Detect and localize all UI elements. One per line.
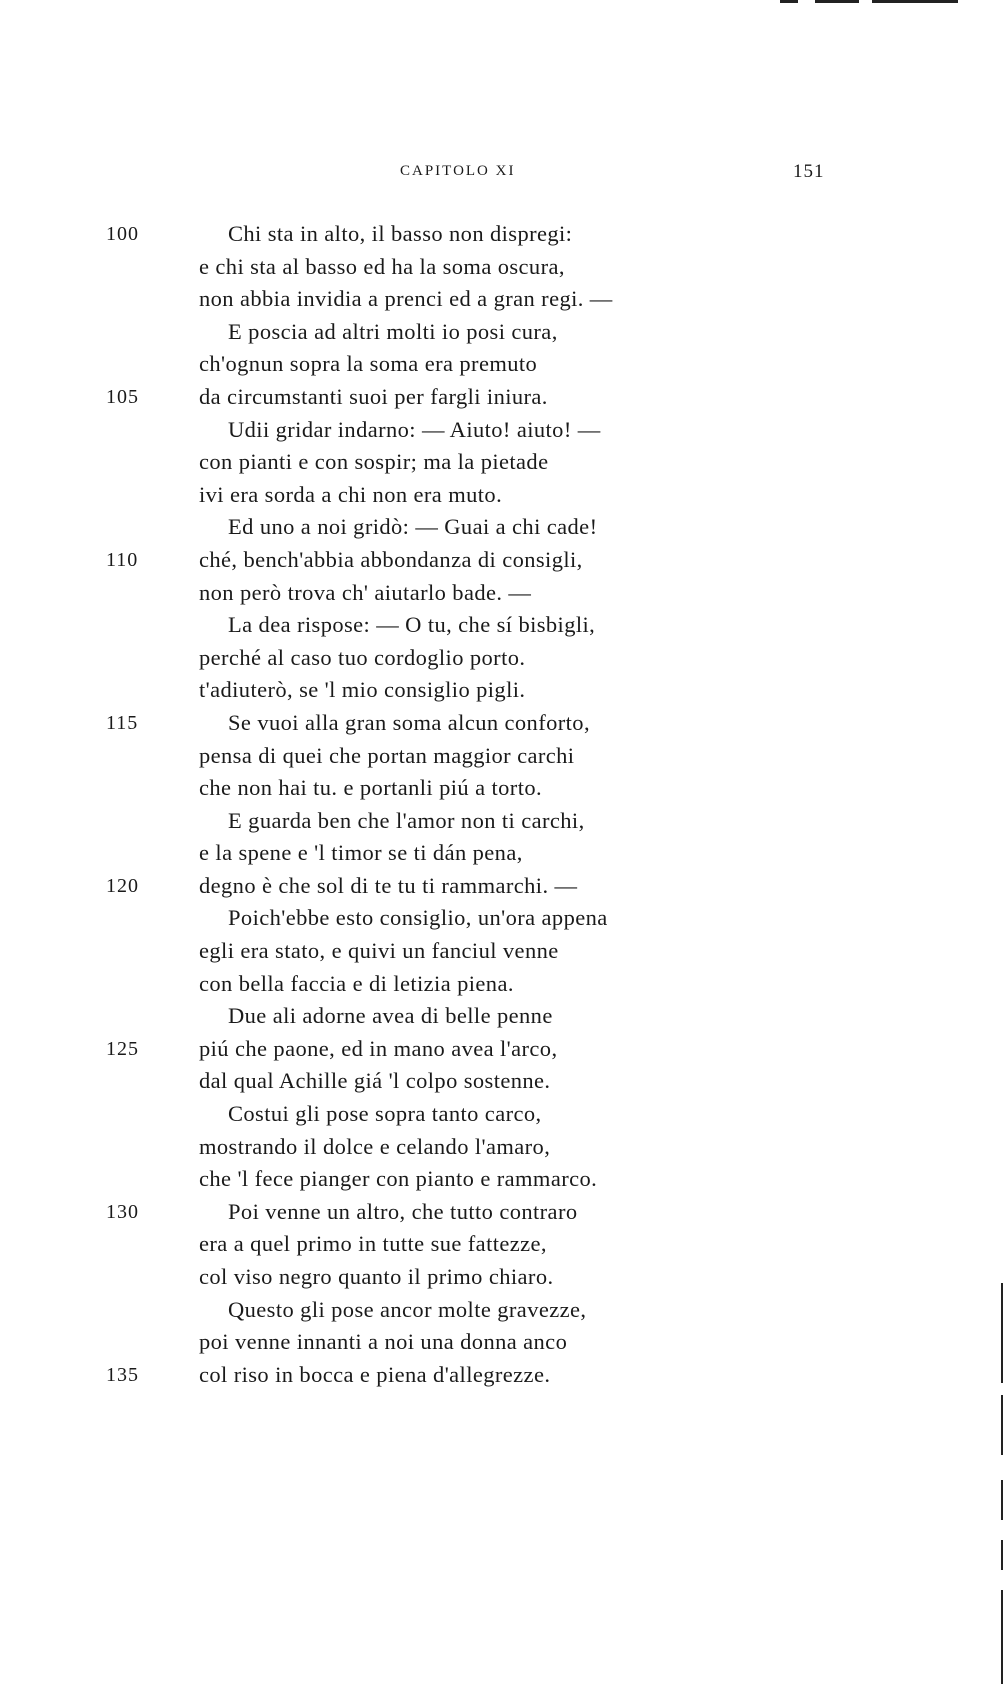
scan-edge-line — [1001, 1283, 1003, 1383]
scan-edge-mark — [872, 0, 958, 3]
verse-line — [0, 577, 1006, 610]
verse-text: non abbia invidia a prenci ed a gran regi. — — [199, 286, 613, 312]
verse-line — [0, 1326, 1006, 1359]
verse-line — [0, 1033, 1006, 1066]
verse-line — [0, 740, 1006, 773]
verse-text: degno è che sol di te tu ti rammarchi. — — [199, 872, 578, 898]
verse-text: piú che paone, ed in mano avea l'arco, — [199, 1035, 558, 1061]
verse-text: che 'l fece pianger con pianto e rammarco. — [199, 1166, 598, 1192]
verse-text: ivi era sorda a chi non era muto. — [199, 481, 503, 507]
verse-text: Costui gli pose sopra tanto carco, — [228, 1101, 542, 1127]
verse-text: E guarda ben che l'amor non ti carchi, — [228, 807, 585, 833]
scan-edge-line — [1001, 1480, 1003, 1520]
poem-body — [0, 218, 1006, 1391]
running-header — [0, 163, 1006, 187]
line-number: 110 — [106, 548, 139, 571]
verse-text: col riso in bocca e piena d'allegrezze. — [199, 1361, 551, 1387]
verse-text: da circumstanti suoi per fargli iniura. — [199, 383, 548, 409]
verse-text: Questo gli pose ancor molte gravezze, — [228, 1296, 587, 1322]
verse-text: egli era stato, e quivi un fanciul venne — [199, 938, 559, 964]
verse-text: Due ali adorne avea di belle penne — [228, 1003, 553, 1029]
scan-edge-line — [1001, 1395, 1003, 1455]
verse-line — [0, 870, 1006, 903]
verse-line — [0, 1261, 1006, 1294]
verse-line — [0, 251, 1006, 284]
line-number: 130 — [106, 1200, 139, 1223]
verse-line — [0, 935, 1006, 968]
line-number: 120 — [106, 874, 139, 897]
chapter-title: CAPITOLO XI — [400, 163, 516, 179]
verse-line — [0, 544, 1006, 577]
verse-line — [0, 1359, 1006, 1392]
scan-edge-line — [1001, 1590, 1003, 1684]
verse-text: e la spene e 'l timor se ti dán pena, — [199, 840, 523, 866]
verse-line — [0, 1098, 1006, 1131]
verse-line — [0, 805, 1006, 838]
verse-text: dal qual Achille giá 'l colpo sostenne. — [199, 1068, 551, 1094]
scan-edge-line — [1001, 1540, 1003, 1570]
verse-line — [0, 902, 1006, 935]
verse-line — [0, 1196, 1006, 1229]
verse-line — [0, 1294, 1006, 1327]
verse-text: pensa di quei che portan maggior carchi — [199, 742, 575, 768]
verse-text: era a quel primo in tutte sue fattezze, — [199, 1231, 547, 1257]
verse-text: Se vuoi alla gran soma alcun conforto, — [228, 709, 590, 735]
scan-edge-mark — [780, 0, 798, 3]
verse-line — [0, 968, 1006, 1001]
verse-line — [0, 381, 1006, 414]
verse-text: poi venne innanti a noi una donna anco — [199, 1329, 568, 1355]
verse-line — [0, 479, 1006, 512]
verse-line — [0, 218, 1006, 251]
verse-text: e chi sta al basso ed ha la soma oscura, — [199, 253, 565, 279]
verse-line — [0, 674, 1006, 707]
line-number: 115 — [106, 711, 139, 734]
verse-text: Poich'ebbe esto consiglio, un'ora appena — [228, 905, 608, 931]
verse-line — [0, 1163, 1006, 1196]
verse-line — [0, 1065, 1006, 1098]
verse-text: Udii gridar indarno: — Aiuto! aiuto! — — [228, 416, 601, 442]
verse-line — [0, 1000, 1006, 1033]
verse-text: col viso negro quanto il primo chiaro. — [199, 1264, 554, 1289]
line-number: 105 — [106, 385, 139, 408]
verse-text: mostrando il dolce e celando l'amaro, — [199, 1133, 551, 1159]
verse-line — [0, 609, 1006, 642]
scan-edge-mark — [815, 0, 859, 3]
verse-text: La dea rispose: — O tu, che sí bisbigli, — [228, 612, 596, 638]
verse-text: con bella faccia e di letizia piena. — [199, 970, 514, 996]
verse-line — [0, 837, 1006, 870]
verse-line — [0, 1228, 1006, 1261]
verse-line — [0, 414, 1006, 447]
verse-line — [0, 511, 1006, 544]
verse-line — [0, 283, 1006, 316]
verse-line — [0, 316, 1006, 349]
verse-text: E poscia ad altri molti io posi cura, — [228, 318, 558, 344]
verse-text: perché al caso tuo cordoglio porto. — [199, 644, 526, 670]
verse-line — [0, 772, 1006, 805]
verse-text: Ed uno a noi gridò: — Guai a chi cade! — [228, 514, 598, 540]
verse-text: ché, bench'abbia abbondanza di consigli, — [199, 546, 583, 572]
verse-text: t'adiuterò, se 'l mio consiglio pigli. — [199, 677, 526, 703]
line-number: 100 — [106, 223, 139, 245]
verse-text: Chi sta in alto, il basso non dispregi: — [228, 221, 573, 246]
verse-line — [0, 348, 1006, 381]
verse-line — [0, 707, 1006, 740]
verse-line — [0, 642, 1006, 675]
verse-text: Poi venne un altro, che tutto contraro — [228, 1198, 578, 1224]
line-number: 125 — [106, 1037, 139, 1060]
page-number: 151 — [793, 161, 825, 182]
line-number: 135 — [106, 1363, 139, 1386]
verse-text: che non hai tu. e portanli piú a torto. — [199, 775, 543, 801]
verse-text: ch'ognun sopra la soma era premuto — [199, 351, 538, 377]
verse-line — [0, 1131, 1006, 1164]
verse-text: con pianti e con sospir; ma la pietade — [199, 449, 549, 475]
verse-text: non però trova ch' aiutarlo bade. — — [199, 579, 532, 605]
verse-line — [0, 446, 1006, 479]
